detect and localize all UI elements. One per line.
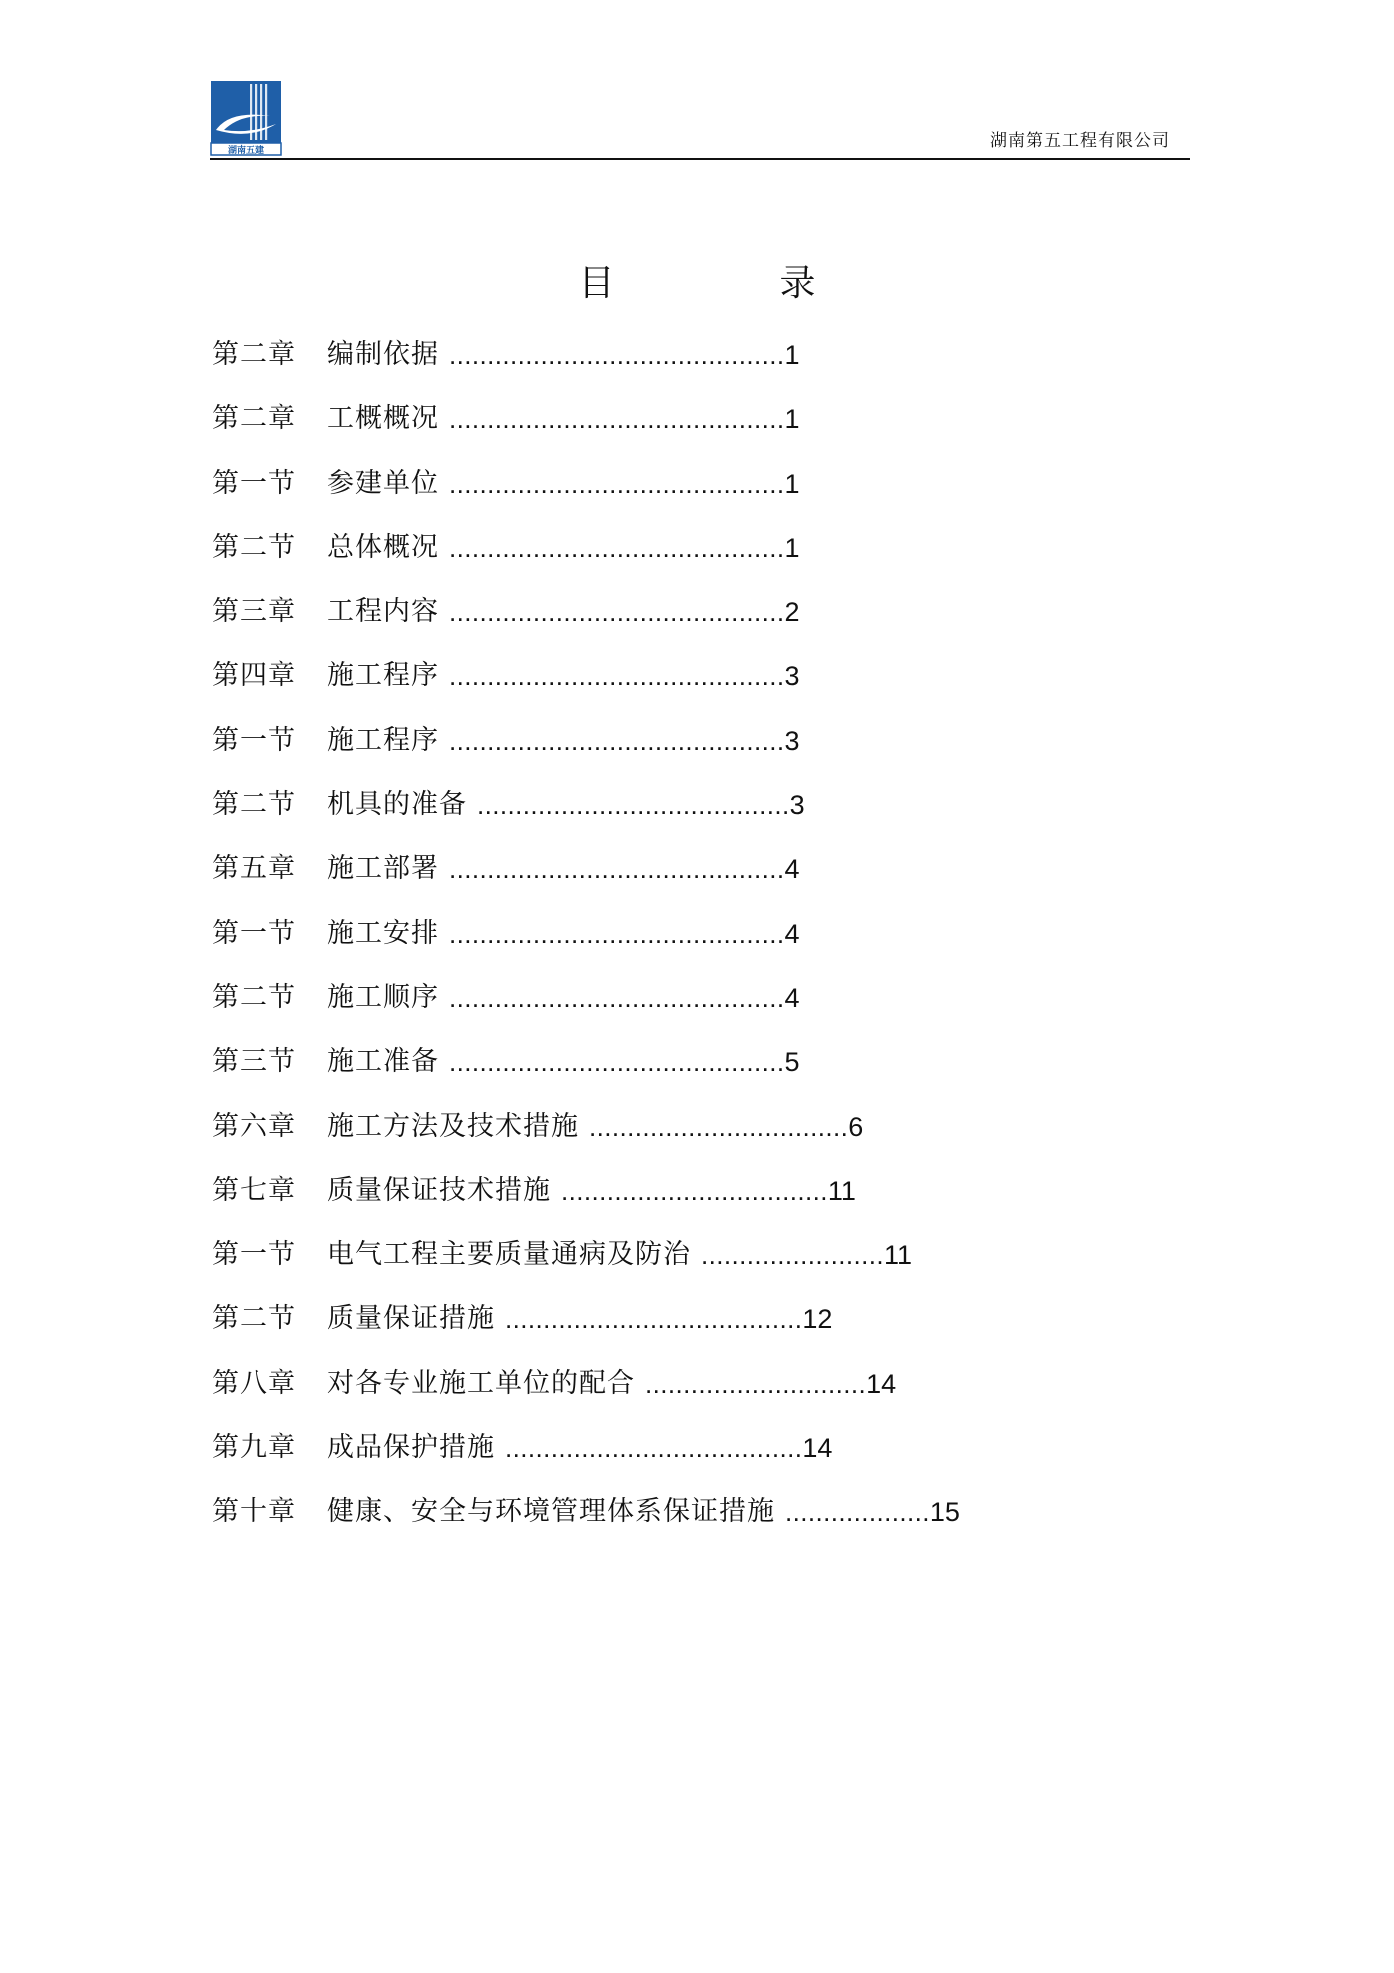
toc-entry-leader: ........................ [701, 1240, 884, 1271]
toc-entry-leader: ............................................ [449, 468, 785, 499]
toc-entry-title: 施工安排 [327, 917, 439, 949]
toc-entry-page: 11 [827, 1175, 856, 1206]
toc-title [0, 255, 1394, 306]
toc-entry-page: 4 [784, 982, 800, 1013]
toc-entry-title: 施工顺序 [327, 981, 439, 1013]
toc-entry-leader: ................... [785, 1497, 930, 1528]
toc-entry-page: 1 [784, 340, 800, 370]
toc-entry-leader: ............................. [645, 1368, 867, 1399]
toc-entry-page: 1 [784, 532, 800, 563]
toc-entry-page: 5 [784, 1047, 800, 1078]
toc-entry-title: 编制依据 [327, 339, 439, 370]
toc-entry[interactable] [212, 1428, 1112, 1492]
toc-entry-leader: ....................................... [505, 1304, 803, 1335]
toc-entry-page: 3 [789, 790, 805, 821]
toc-entry[interactable] [212, 1235, 1112, 1299]
toc-entry[interactable] [212, 1107, 1112, 1171]
toc-entry-title: 施工程序 [327, 660, 439, 692]
toc-entry-page: 6 [848, 1111, 864, 1142]
toc-entry[interactable] [212, 978, 1112, 1042]
toc-entry-page: 1 [784, 468, 800, 499]
header-divider [210, 158, 1190, 160]
toc-entry-title: 工程内容 [327, 596, 439, 628]
toc-entry-leader: ............................................ [449, 404, 785, 435]
toc-entry-number: 第二章 [212, 339, 296, 370]
toc-entry-title: 施工方法及技术措施 [327, 1110, 579, 1142]
toc-entry-leader: .................................. [589, 1111, 849, 1142]
toc-entry-page: 2 [784, 597, 800, 628]
toc-entry-title: 施工程序 [327, 724, 439, 756]
toc-entry[interactable] [212, 849, 1112, 913]
toc-entry-number: 第七章 [212, 1174, 296, 1206]
toc-entry-page: 11 [883, 1240, 912, 1271]
toc-entry-number: 第九章 [212, 1432, 296, 1464]
toc-entry-number: 第二节 [212, 981, 296, 1013]
page-header [210, 80, 1190, 160]
toc-list [212, 335, 1112, 1557]
toc-entry-page: 14 [802, 1433, 833, 1464]
toc-entry-page: 14 [866, 1368, 897, 1399]
toc-entry-number: 第六章 [212, 1110, 296, 1142]
toc-entry-title: 施工准备 [327, 1046, 439, 1078]
toc-entry[interactable] [212, 1364, 1112, 1428]
company-logo-icon [210, 80, 282, 156]
toc-entry-title: 成品保护措施 [327, 1432, 495, 1464]
toc-entry[interactable] [212, 656, 1112, 720]
toc-title-char-1: 目 [578, 263, 615, 304]
toc-entry-title: 总体概况 [327, 531, 439, 563]
toc-entry-number: 第三节 [212, 1046, 296, 1078]
toc-entry[interactable] [212, 592, 1112, 656]
toc-entry[interactable] [212, 1299, 1112, 1363]
toc-entry[interactable] [212, 464, 1112, 528]
toc-entry-page: 4 [784, 854, 800, 885]
toc-entry-number: 第二章 [212, 403, 296, 435]
toc-entry[interactable] [212, 528, 1112, 592]
toc-entry-page: 3 [784, 661, 800, 692]
toc-entry-title: 健康、安全与环境管理体系保证措施 [327, 1496, 775, 1528]
toc-title-char-2: 录 [779, 263, 816, 304]
toc-entry-title: 机具的准备 [327, 789, 467, 821]
toc-entry-leader: ............................................ [449, 918, 785, 949]
toc-entry-title: 对各专业施工单位的配合 [327, 1367, 635, 1399]
toc-entry-page: 15 [929, 1497, 960, 1528]
toc-entry-leader: ............................................ [449, 532, 785, 563]
toc-entry-title: 施工部署 [327, 853, 439, 885]
toc-entry-leader: ............................................ [449, 661, 785, 692]
toc-entry[interactable] [212, 399, 1112, 463]
toc-entry-page: 4 [784, 918, 800, 949]
toc-entry-leader: ............................................ [449, 854, 785, 885]
toc-entry-leader: ............................................ [449, 725, 785, 756]
toc-entry-leader: ......................................... [477, 790, 790, 821]
toc-entry-page: 1 [784, 404, 800, 435]
toc-entry-number: 第四章 [212, 660, 296, 692]
toc-entry-leader: ............................................ [449, 340, 785, 370]
toc-entry-title: 参建单位 [327, 467, 439, 499]
toc-entry-number: 第一节 [212, 1239, 296, 1271]
toc-entry-page: 12 [802, 1304, 833, 1335]
toc-entry-number: 第三章 [212, 596, 296, 628]
toc-entry-number: 第十章 [212, 1496, 296, 1528]
toc-entry[interactable] [212, 721, 1112, 785]
toc-entry-number: 第一节 [212, 724, 296, 756]
toc-entry-title: 工概概况 [327, 403, 439, 435]
toc-entry-number: 第八章 [212, 1367, 296, 1399]
toc-entry[interactable] [212, 1042, 1112, 1106]
toc-entry-leader: ............................................ [449, 597, 785, 628]
toc-entry-title: 电气工程主要质量通病及防治 [327, 1239, 691, 1271]
toc-entry-number: 第二节 [212, 789, 296, 821]
toc-entry-title: 质量保证措施 [327, 1303, 495, 1335]
toc-entry-title: 质量保证技术措施 [327, 1174, 551, 1206]
logo-text: 湖南五建 [227, 146, 265, 156]
toc-entry[interactable] [212, 1492, 1112, 1556]
toc-entry-leader: ................................... [561, 1175, 828, 1206]
company-name: 湖南第五工程有限公司 [990, 131, 1170, 151]
toc-entry-number: 第二节 [212, 531, 296, 563]
toc-entry-number: 第二节 [212, 1303, 296, 1335]
toc-entry-number: 第一节 [212, 917, 296, 949]
toc-entry[interactable] [212, 785, 1112, 849]
toc-entry-leader: ............................................ [449, 1047, 785, 1078]
toc-entry-number: 第五章 [212, 853, 296, 885]
toc-entry-number: 第一节 [212, 467, 296, 499]
toc-entry-leader: ....................................... [505, 1433, 803, 1464]
toc-entry[interactable] [212, 1171, 1112, 1235]
toc-entry-leader: ............................................ [449, 982, 785, 1013]
toc-entry[interactable] [212, 914, 1112, 978]
toc-entry-page: 3 [784, 725, 800, 756]
toc-entry[interactable] [212, 335, 1112, 399]
